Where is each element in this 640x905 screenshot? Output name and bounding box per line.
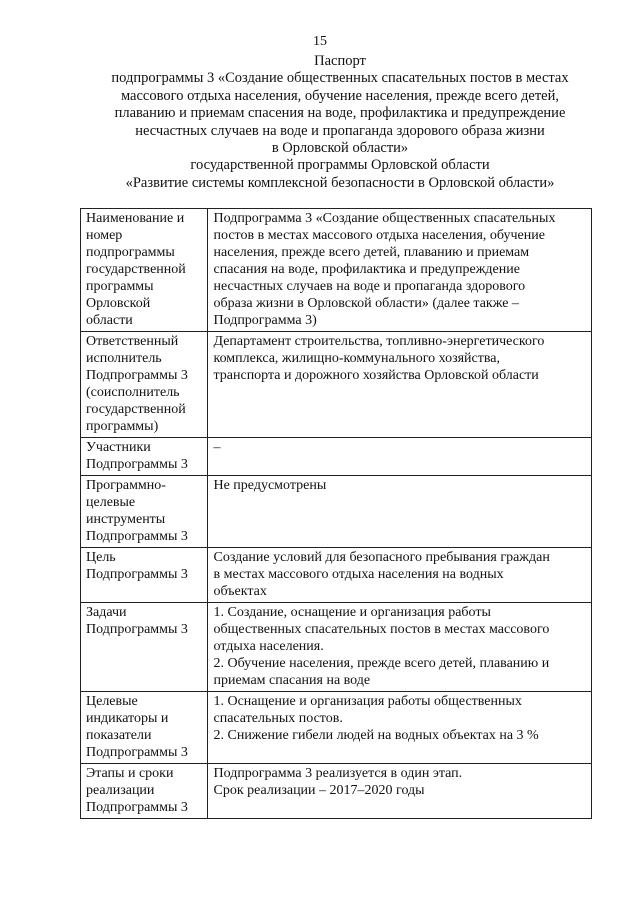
row-label-line: индикаторы и	[86, 711, 169, 726]
table-row	[81, 209, 592, 332]
row-label-line: инструменты	[86, 512, 166, 527]
row-value-line: общественных спасательных постов в местах массового	[213, 622, 550, 637]
row-label-line: Задачи	[86, 605, 127, 620]
header-line: «Развитие системы комплексной безопасности в Орловской области»	[125, 174, 555, 191]
passport-table	[80, 208, 592, 819]
row-label-cell	[81, 764, 208, 819]
header-line: несчастных случаев на воде и пропаганда здорового образа жизни	[135, 122, 545, 139]
row-label-line: реализации	[86, 783, 155, 798]
row-value-line: спасательных постов.	[213, 711, 343, 726]
row-label-line: Целевые	[86, 694, 138, 709]
row-label-line: государственной	[86, 262, 186, 277]
row-label-line: Подпрограммы 3	[86, 368, 188, 383]
row-label-cell	[81, 548, 208, 603]
row-value-line: 1. Создание, оснащение и организация работы	[213, 605, 491, 620]
row-label-cell	[81, 692, 208, 764]
row-label-line: Орловской	[86, 296, 151, 311]
row-value-cell	[208, 438, 592, 476]
row-label-line: (соисполнитель	[86, 385, 180, 400]
row-label-line: Наименование и	[86, 211, 185, 226]
row-value-line: Подпрограмма 3)	[213, 313, 317, 328]
row-label-line: Подпрограммы 3	[86, 800, 188, 815]
row-label-line: Подпрограммы 3	[86, 567, 188, 582]
row-value-line: населения, прежде всего детей, плаванию и приемам	[213, 245, 530, 260]
document-header	[60, 53, 620, 192]
table-row	[81, 476, 592, 548]
row-value-line: несчастных случаев на воде и пропаганда здорового	[213, 279, 526, 294]
row-value-cell	[208, 332, 592, 438]
row-label-line: Подпрограммы 3	[86, 529, 188, 544]
row-label-line: области	[86, 313, 133, 328]
row-label-line: исполнитель	[86, 351, 162, 366]
row-value-line: Не предусмотрены	[213, 478, 327, 493]
row-label-line: государственной	[86, 402, 186, 417]
row-value-line: Создание условий для безопасного пребывания граждан	[213, 550, 550, 565]
row-value-line: 2. Снижение гибели людей на водных объектах на 3 %	[213, 728, 539, 743]
document-title: Паспорт	[314, 53, 366, 69]
passport-table-body	[81, 209, 592, 819]
row-label-line: Участники	[86, 440, 151, 455]
row-label-line: Подпрограммы 3	[86, 457, 188, 472]
table-row	[81, 548, 592, 603]
row-label-cell	[81, 603, 208, 692]
row-label-line: Цель	[86, 550, 116, 565]
row-label-line: Подпрограммы 3	[86, 745, 188, 760]
row-label-line: показатели	[86, 728, 152, 743]
table-row	[81, 764, 592, 819]
header-line: массового отдыха населения, обучение населения, прежде всего детей,	[120, 87, 560, 104]
row-value-line: Департамент строительства, топливно-энергетического	[213, 334, 545, 349]
row-label-cell	[81, 332, 208, 438]
header-line: государственной программы Орловской области	[190, 157, 490, 174]
row-label-line: подпрограммы	[86, 245, 175, 260]
row-value-line: постов в местах массового отдыха населения, обучение	[213, 228, 545, 243]
row-value-cell	[208, 692, 592, 764]
row-value-cell	[208, 209, 592, 332]
row-label-line: программы)	[86, 419, 159, 434]
header-line: подпрограммы 3 «Создание общественных спасательных постов в местах	[111, 70, 569, 87]
row-label-cell	[81, 476, 208, 548]
row-value-cell	[208, 548, 592, 603]
row-label-line: номер	[86, 228, 123, 243]
row-value-line: транспорта и дорожного хозяйства Орловской области	[213, 368, 539, 383]
table-row	[81, 692, 592, 764]
row-value-line: объектах	[213, 584, 267, 599]
row-value-line: 1. Оснащение и организация работы общественных	[213, 694, 522, 709]
row-value-cell	[208, 603, 592, 692]
row-label-line: Программно-	[86, 478, 166, 493]
table-row	[81, 438, 592, 476]
row-value-line: Подпрограмма 3 реализуется в один этап.	[213, 766, 463, 781]
page-number: 15	[313, 34, 327, 49]
table-row	[81, 603, 592, 692]
row-value-cell	[208, 764, 592, 819]
row-value-cell	[208, 476, 592, 548]
row-value-line: Подпрограмма 3 «Создание общественных спасательных	[213, 211, 556, 226]
header-line: плаванию и приемам спасения на воде, профилактика и предупреждение	[114, 105, 566, 122]
row-label-cell	[81, 438, 208, 476]
row-value-line: отдыха населения.	[213, 639, 324, 654]
row-value-line: приемам спасания на воде	[213, 673, 371, 688]
header-line: в Орловской области»	[271, 140, 409, 157]
row-label-line: программы	[86, 279, 154, 294]
row-value-line: Срок реализации – 2017–2020 годы	[213, 783, 425, 798]
row-label-line: целевые	[86, 495, 136, 510]
row-label-line: Этапы и сроки	[86, 766, 174, 781]
row-value-line: спасания на воде, профилактика и предупреждение	[213, 262, 520, 277]
row-label-line: Ответственный	[86, 334, 179, 349]
table-row	[81, 332, 592, 438]
row-label-line: Подпрограммы 3	[86, 622, 188, 637]
row-value-line: –	[213, 440, 221, 455]
row-value-line: комплекса, жилищно-коммунального хозяйства,	[213, 351, 501, 366]
row-label-cell	[81, 209, 208, 332]
row-value-line: образа жизни в Орловской области» (далее также –	[213, 296, 519, 311]
row-value-line: в местах массового отдыха населения на водных	[213, 567, 504, 582]
row-value-line: 2. Обучение населения, прежде всего детей, плаванию и	[213, 656, 550, 671]
